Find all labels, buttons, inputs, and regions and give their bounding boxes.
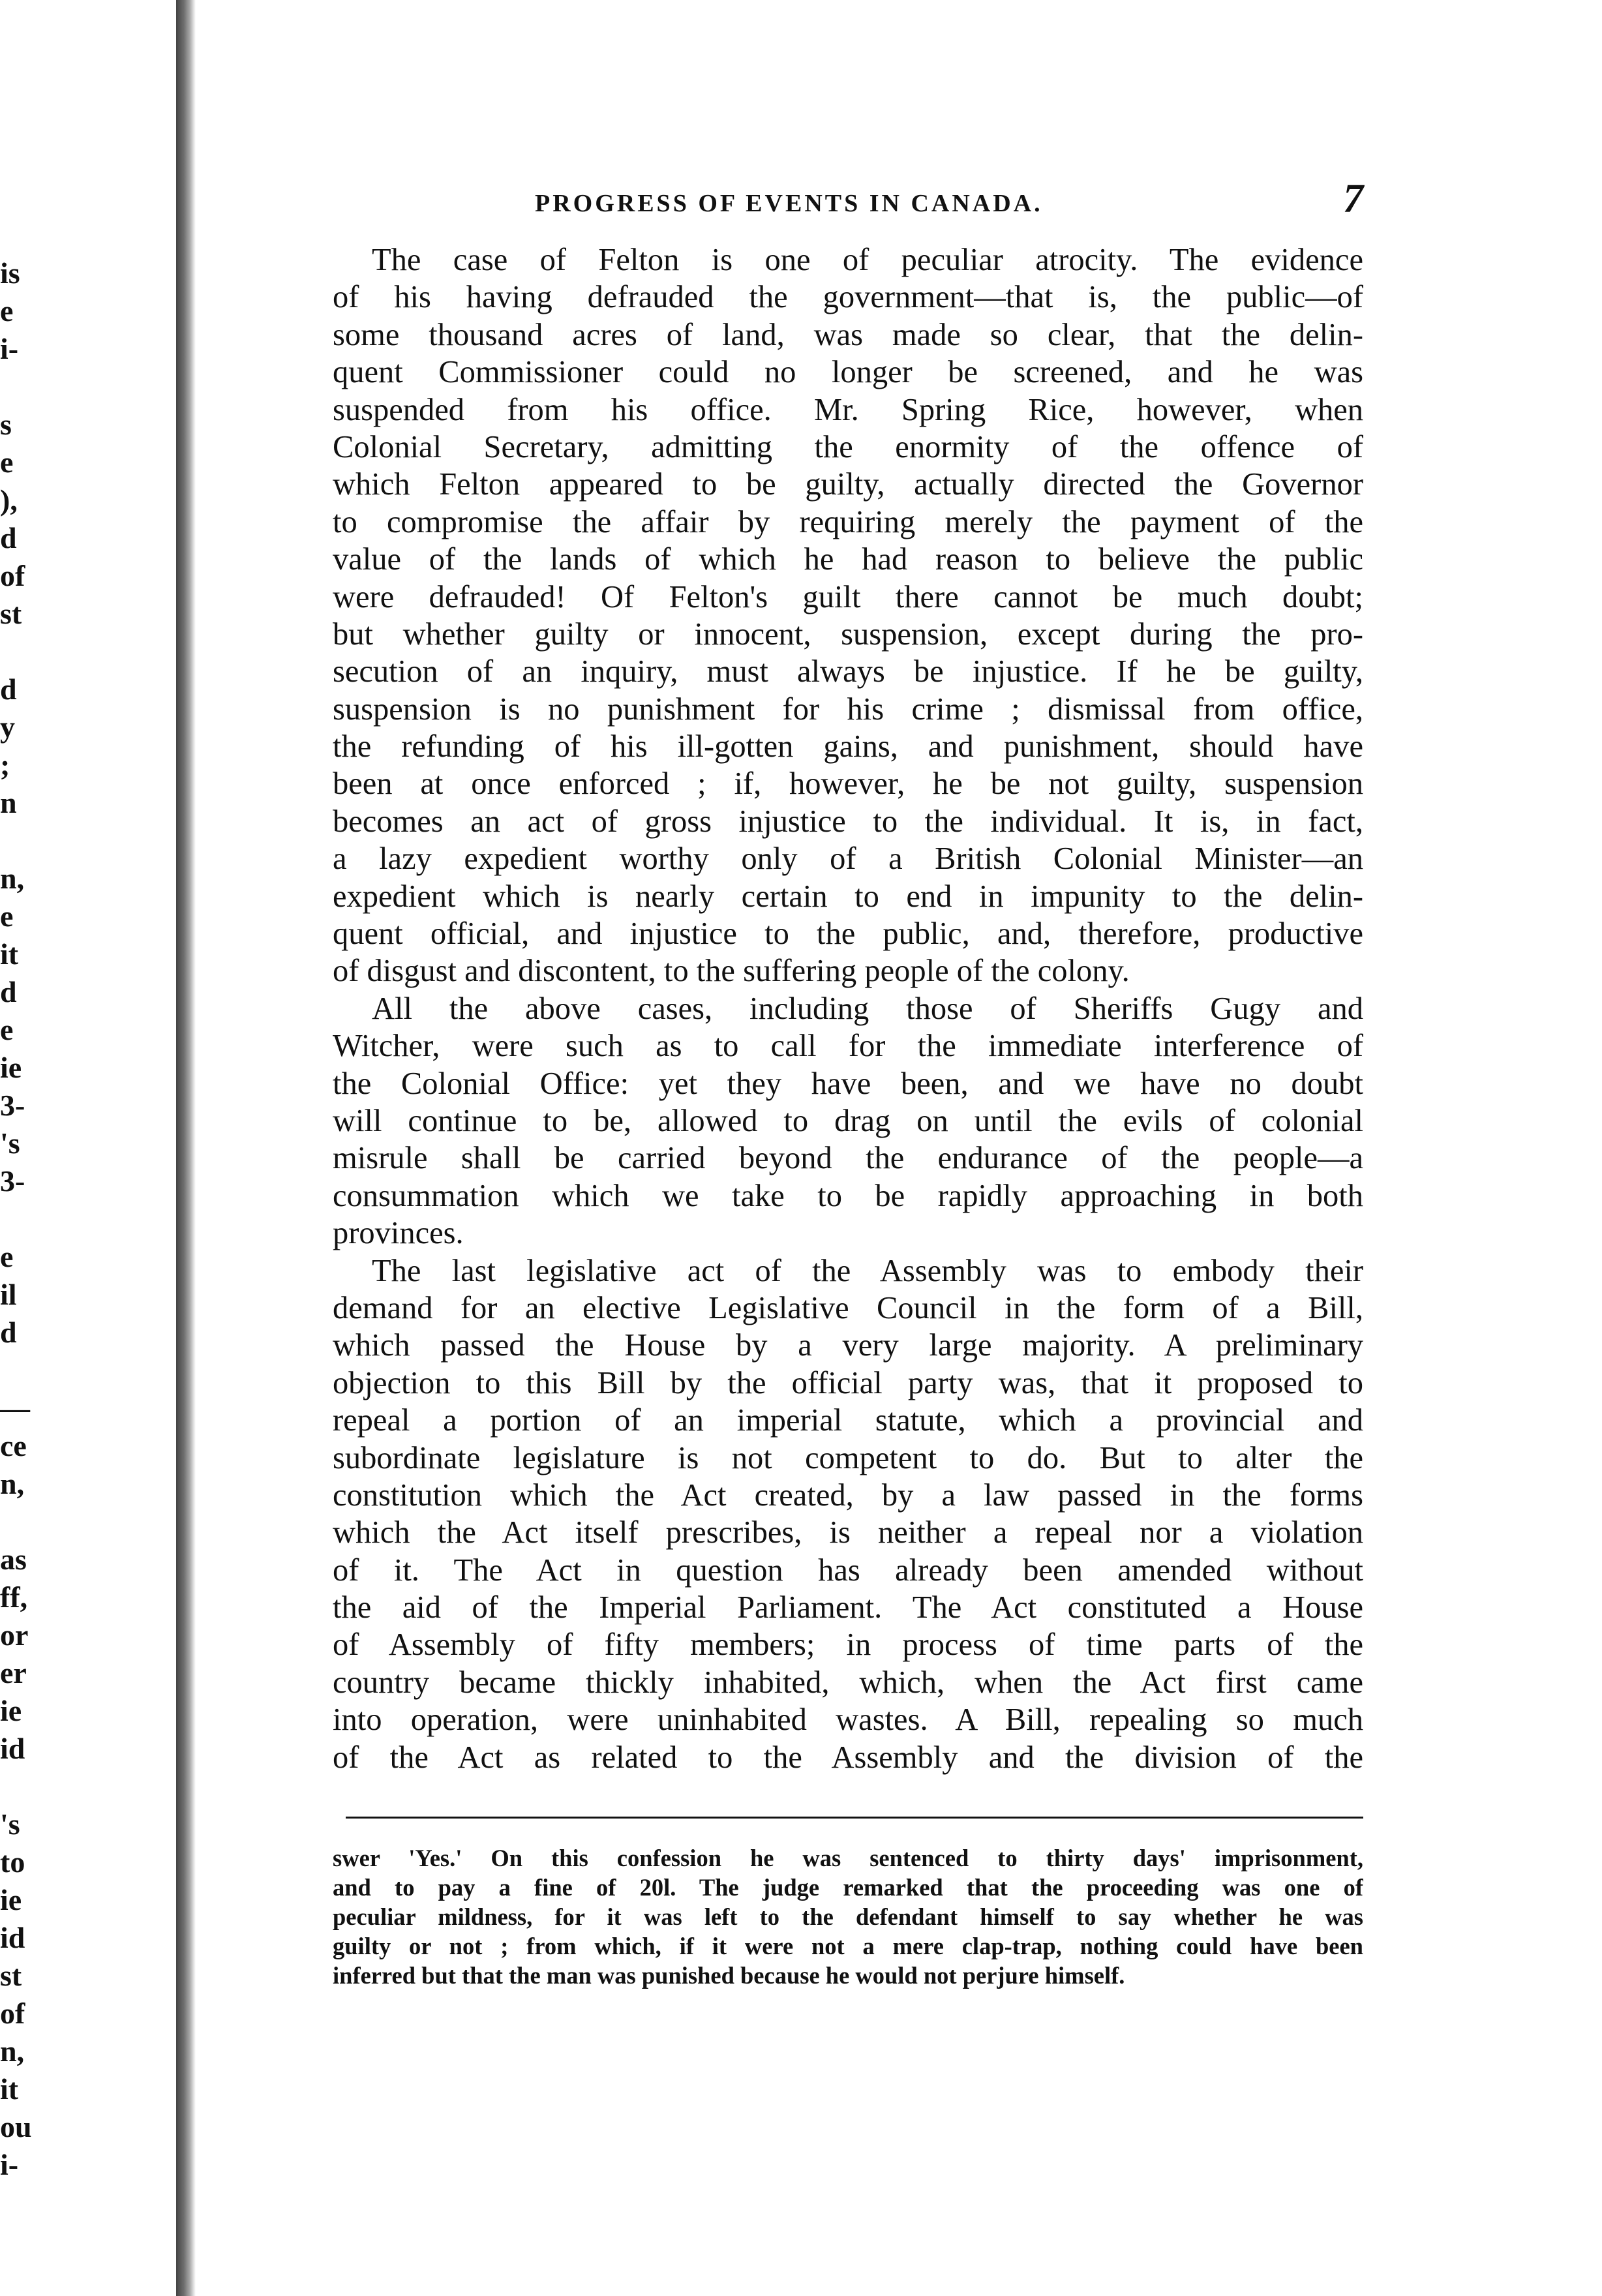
body-line: but whether guilty or innocent, suspension, except during the pro- bbox=[333, 616, 1363, 652]
margin-fragment: e bbox=[0, 1240, 14, 1273]
footnote-line: guilty or not ; from which, if it were not a mere clap-trap, nothing could have been bbox=[333, 1933, 1363, 1960]
margin-fragment bbox=[0, 1352, 59, 1389]
body-line: the Colonial Office: yet they have been, and we have no doubt bbox=[333, 1066, 1363, 1101]
running-title: PROGRESS OF EVENTS IN CANADA. bbox=[535, 190, 1043, 217]
previous-page-text-fragments bbox=[0, 254, 59, 2184]
body-line: value of the lands of which he had reason to believe the public bbox=[333, 542, 1363, 577]
margin-fragment: id bbox=[0, 1921, 25, 1954]
body-line: the aid of the Imperial Parliament. The Act constituted a House bbox=[333, 1590, 1363, 1625]
margin-fragment: s bbox=[0, 408, 12, 441]
margin-fragment: ), bbox=[0, 483, 18, 517]
body-line: a lazy expedient worthy only of a British Colonial Minister—an bbox=[333, 841, 1363, 877]
margin-fragment: it bbox=[0, 2072, 19, 2106]
margin-fragment: ie bbox=[0, 1694, 22, 1727]
margin-fragment: e bbox=[0, 446, 14, 479]
margin-fragment: e bbox=[0, 1013, 14, 1046]
running-head bbox=[333, 176, 1363, 235]
body-line: suspension is no punishment for his crime ; dismissal from office, bbox=[333, 691, 1363, 727]
margin-fragment bbox=[0, 1200, 59, 1238]
footnote-line: swer 'Yes.' On this confession he was sentenced to thirty days' imprisonment, bbox=[333, 1845, 1363, 1872]
body-line: Witcher, were such as to call for the immediate interference of bbox=[333, 1029, 1363, 1064]
footnotes bbox=[333, 1843, 1363, 1990]
margin-fragment bbox=[0, 1768, 59, 1805]
body-line: which Felton appeared to be guilty, actually directed the Governor bbox=[333, 467, 1363, 502]
margin-fragment: to bbox=[0, 1845, 25, 1879]
footnote-line: and to pay a fine of 20l. The judge remarked that the proceeding was one of bbox=[333, 1874, 1363, 1901]
book-spine-shadow bbox=[176, 0, 196, 2296]
margin-fragment: n, bbox=[0, 1467, 25, 1500]
margin-fragment: e bbox=[0, 294, 14, 327]
margin-fragment: il bbox=[0, 1278, 17, 1311]
margin-fragment: of bbox=[0, 1997, 25, 2030]
body-line: were defrauded! Of Felton's guilt there cannot be much doubt; bbox=[333, 579, 1363, 614]
margin-fragment: i- bbox=[0, 332, 19, 365]
body-line: quent official, and injustice to the public, and, therefore, productive bbox=[333, 916, 1363, 952]
margin-fragment: n, bbox=[0, 862, 25, 895]
body-line: constitution which the Act created, by a law passed in the forms bbox=[333, 1477, 1363, 1513]
body-line: repeal a portion of an imperial statute, which a provincial and bbox=[333, 1403, 1363, 1438]
body-line: The case of Felton is one of peculiar atrocity. The evidence bbox=[372, 243, 1363, 277]
body-line: misrule shall be carried beyond the endurance of the people—a bbox=[333, 1141, 1363, 1176]
margin-fragment: ie bbox=[0, 1051, 22, 1084]
body-line: demand for an elective Legislative Council in the form of a Bill, bbox=[333, 1290, 1363, 1325]
book-page bbox=[333, 176, 1363, 1990]
margin-fragment: id bbox=[0, 1732, 25, 1765]
margin-fragment: 's bbox=[0, 1126, 20, 1160]
body-line: secution of an inquiry, must always be injustice. If he be guilty, bbox=[333, 654, 1363, 689]
body-line: the refunding of his ill-gotten gains, and punishment, should have bbox=[333, 729, 1363, 764]
body-line: which passed the House by a very large majority. A preliminary bbox=[333, 1328, 1363, 1363]
body-line: which the Act itself prescribes, is neither a repeal nor a violation bbox=[333, 1515, 1363, 1550]
margin-fragment: st bbox=[0, 597, 22, 630]
margin-fragment: ff, bbox=[0, 1580, 28, 1614]
body-line: objection to this Bill by the official party was, that it proposed to bbox=[333, 1365, 1363, 1400]
margin-fragment bbox=[0, 633, 59, 671]
margin-fragment: 3- bbox=[0, 1089, 25, 1122]
margin-fragment: ie bbox=[0, 1883, 22, 1916]
body-text bbox=[333, 241, 1363, 1776]
page-number: 7 bbox=[1343, 177, 1363, 221]
body-line: expedient which is nearly certain to end in impunity to the delin- bbox=[333, 879, 1363, 914]
body-line: suspended from his office. Mr. Spring Rice, however, when bbox=[333, 392, 1363, 427]
body-line: becomes an act of gross injustice to the individual. It is, in fact, bbox=[333, 804, 1363, 839]
margin-fragment: or bbox=[0, 1618, 29, 1652]
margin-fragment bbox=[0, 1503, 59, 1541]
margin-fragment: 3- bbox=[0, 1164, 25, 1198]
margin-fragment: y bbox=[0, 710, 15, 744]
margin-fragment: d bbox=[0, 672, 17, 706]
footnote-line: inferred but that the man was punished because he would not perjure himself. bbox=[333, 1962, 1125, 1989]
margin-fragment bbox=[0, 822, 59, 860]
footnote-rule bbox=[346, 1817, 1363, 1819]
body-line: into operation, were uninhabited wastes. A Bill, repealing so much bbox=[333, 1702, 1363, 1738]
footnote-line: peculiar mildness, for it was left to the defendant himself to say whether he was bbox=[333, 1903, 1363, 1931]
margin-fragment: n, bbox=[0, 2034, 25, 2068]
margin-fragment: i- bbox=[0, 2148, 19, 2181]
margin-fragment: ; bbox=[0, 748, 10, 781]
margin-fragment: ou bbox=[0, 2110, 32, 2143]
body-line: of Assembly of fifty members; in process of time parts of the bbox=[333, 1627, 1363, 1663]
body-line: will continue to be, allowed to drag on until the evils of colonial bbox=[333, 1103, 1363, 1138]
margin-fragment: — bbox=[0, 1391, 30, 1425]
margin-fragment: d bbox=[0, 1316, 17, 1349]
body-line: of disgust and discontent, to the suffering people of the colony. bbox=[333, 954, 1130, 989]
body-line: been at once enforced ; if, however, he be not guilty, suspension bbox=[333, 766, 1363, 802]
body-line: provinces. bbox=[333, 1216, 464, 1251]
margin-fragment: er bbox=[0, 1656, 27, 1689]
body-line: some thousand acres of land, was made so clear, that the delin- bbox=[333, 317, 1363, 352]
body-line: quent Commissioner could no longer be screened, and he was bbox=[333, 355, 1363, 390]
body-line: consummation which we take to be rapidly approaching in both bbox=[333, 1178, 1363, 1213]
body-line: country became thickly inhabited, which, when the Act first came bbox=[333, 1665, 1363, 1700]
margin-fragment: of bbox=[0, 559, 25, 592]
margin-fragment bbox=[0, 368, 59, 406]
margin-fragment: is bbox=[0, 256, 20, 290]
margin-fragment: ce bbox=[0, 1429, 27, 1462]
body-line: to compromise the affair by requiring merely the payment of the bbox=[333, 504, 1363, 539]
margin-fragment: n bbox=[0, 786, 17, 819]
body-line: subordinate legislature is not competent to do. But to alter the bbox=[333, 1440, 1363, 1475]
margin-fragment: as bbox=[0, 1543, 27, 1576]
margin-fragment: 's bbox=[0, 1807, 20, 1841]
margin-fragment: d bbox=[0, 975, 17, 1008]
body-line: The last legislative act of the Assembly was to embody their bbox=[372, 1253, 1363, 1288]
margin-fragment: it bbox=[0, 937, 19, 971]
body-line: of the Act as related to the Assembly and the division of the bbox=[333, 1740, 1363, 1775]
margin-fragment: d bbox=[0, 521, 17, 554]
body-line: of it. The Act in question has already been amended without bbox=[333, 1552, 1363, 1588]
margin-fragment: e bbox=[0, 899, 14, 933]
body-line: of his having defrauded the government—that is, the public—of bbox=[333, 280, 1363, 315]
margin-fragment: st bbox=[0, 1959, 22, 1992]
body-line: All the above cases, including those of Sheriffs Gugy and bbox=[372, 991, 1363, 1026]
body-line: Colonial Secretary, admitting the enormity of the offence of bbox=[333, 429, 1363, 464]
